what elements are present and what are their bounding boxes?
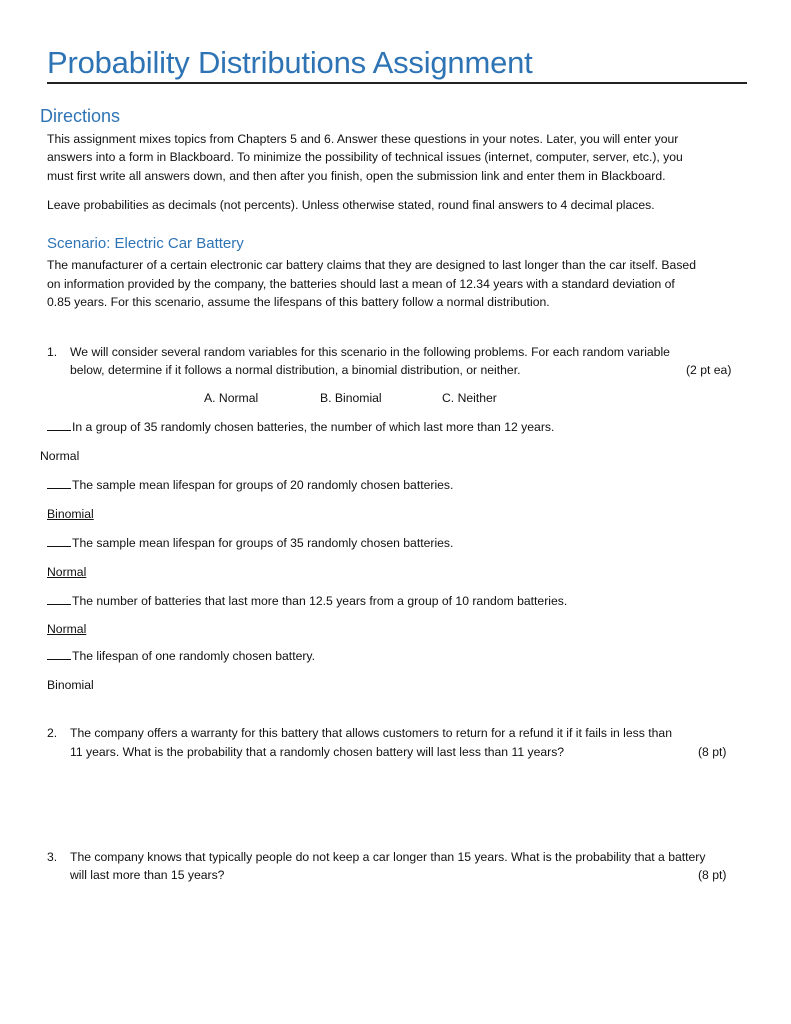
q3-line-2: will last more than 15 years? [70, 868, 225, 882]
q1-item-2-text: The sample mean lifespan for groups of 20 randomly chosen batteries. [72, 478, 454, 492]
q1-item-1-answer: Normal [40, 449, 80, 463]
option-b: B. Binomial [320, 391, 382, 405]
answer-blank[interactable] [47, 648, 71, 660]
q2-line-2: 11 years. What is the probability that a randomly chosen battery will last less than 11 years? [70, 745, 565, 759]
answer-blank[interactable] [47, 535, 71, 547]
q1-line-2: below, determine if it follows a normal distribution, a binomial distribution, or neither. [70, 363, 521, 377]
answer-blank[interactable] [47, 419, 71, 431]
q3-line-1: The company knows that typically people do not keep a car longer than 15 years. What is the probability that a battery [70, 850, 706, 864]
q1-item-4 [47, 592, 567, 611]
directions-line-2: answers into a form in Blackboard. To minimize the possibility of technical issues (internet, computer, server, etc.), you [47, 150, 683, 164]
q1-item-4-text: The number of batteries that last more than 12.5 years from a group of 10 random batteries. [72, 594, 568, 608]
q2-points: (8 pt) [698, 745, 727, 759]
q1-item-3-text: The sample mean lifespan for groups of 35 randomly chosen batteries. [72, 536, 454, 550]
q1-item-5-text: The lifespan of one randomly chosen battery. [72, 649, 315, 663]
q1-item-1 [47, 418, 554, 437]
directions-line-3: must first write all answers down, and then after you finish, open the submission link and enter them in Blackboard. [47, 169, 666, 183]
q1-item-4-answer: Normal [47, 622, 87, 636]
q1-points: (2 pt ea) [686, 363, 732, 377]
q1-item-1-text: In a group of 35 randomly chosen batteries, the number of which last more than 12 years. [72, 420, 555, 434]
q1-item-5-answer: Binomial [47, 678, 94, 692]
page-title: Probability Distributions Assignment [47, 44, 747, 84]
q1-item-2-answer: Binomial [47, 507, 94, 521]
q3-number: 3. [47, 850, 58, 864]
q2-number: 2. [47, 726, 58, 740]
q1-item-3 [47, 534, 453, 553]
directions-line-1: This assignment mixes topics from Chapters 5 and 6. Answer these questions in your notes. Later, you will enter your [47, 132, 679, 146]
option-c: C. Neither [442, 391, 497, 405]
answer-blank[interactable] [47, 477, 71, 489]
q1-line-1: We will consider several random variables for this scenario in the following problems. For each random variable [70, 345, 670, 359]
scenario-heading: Scenario: Electric Car Battery [47, 235, 244, 252]
directions-note: Leave probabilities as decimals (not percents). Unless otherwise stated, round final answers to 4 decimal places. [47, 198, 655, 212]
q1-item-2 [47, 476, 453, 495]
scenario-line-1: The manufacturer of a certain electronic car battery claims that they are designed to last longer than the car itself. Based [47, 258, 696, 272]
directions-heading: Directions [40, 106, 121, 126]
q2-line-1: The company offers a warranty for this battery that allows customers to return for a refund it if it fails in less than [70, 726, 672, 740]
option-a: A. Normal [204, 391, 259, 405]
q1-number: 1. [47, 345, 58, 359]
answer-blank[interactable] [47, 593, 71, 605]
scenario-line-2: on information provided by the company, the batteries should last a mean of 12.34 years with a standard deviation of [47, 277, 675, 291]
q1-item-3-answer: Normal [47, 565, 87, 579]
q1-item-5 [47, 647, 315, 666]
q3-points: (8 pt) [698, 868, 727, 882]
scenario-line-3: 0.85 years. For this scenario, assume the lifespans of this battery follow a normal distribution. [47, 295, 550, 309]
